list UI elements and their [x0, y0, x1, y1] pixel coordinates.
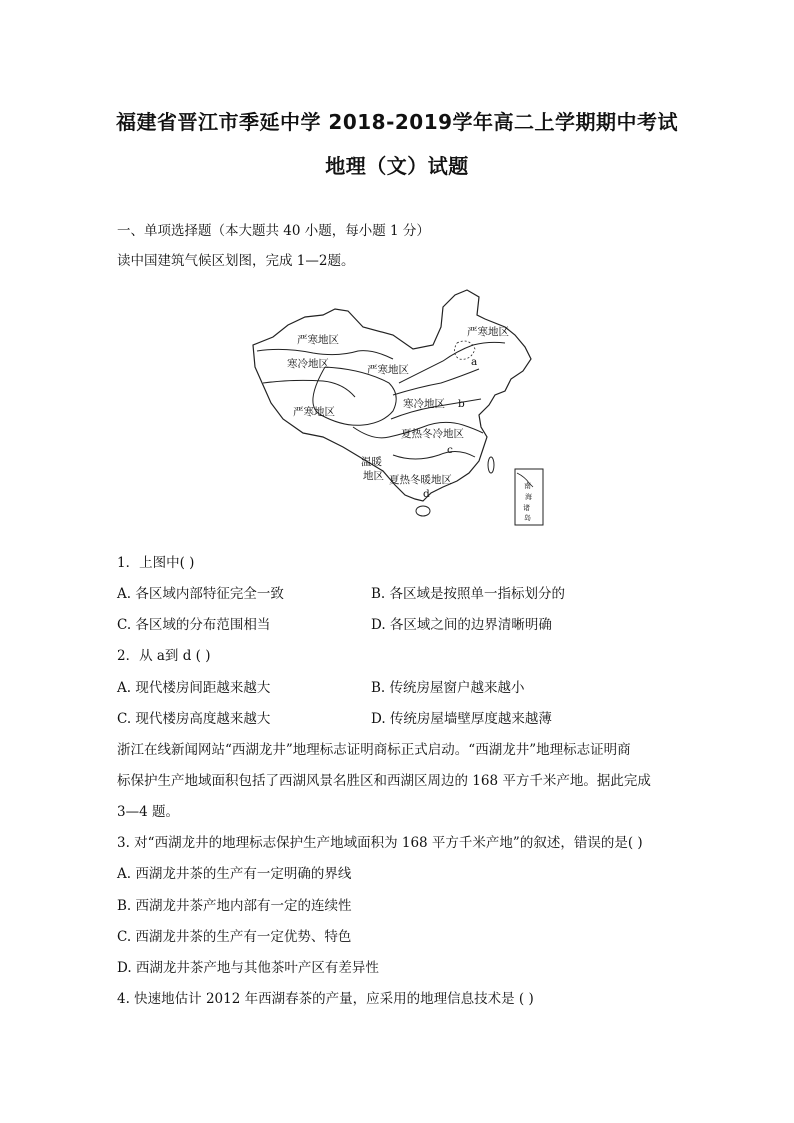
inset-char-4: 岛 [524, 514, 531, 522]
boundary-hot-summer-south [393, 451, 475, 459]
q1-option-a: A. 各区域内部特征完全一致 [117, 586, 284, 602]
passage-line-1: 浙江在线新闻网站“西湖龙井”地理标志证明商标正式启动。“西湖龙井”地理标志证明商 [117, 742, 631, 758]
section-heading: 一、单项选择题（本大题共 40 小题，每小题 1 分） [117, 223, 430, 239]
inset-char-1: 南 [524, 482, 531, 490]
map-label-mild-2: 地区 [363, 470, 384, 482]
q2-option-a: A. 现代楼房间距越来越大 [117, 680, 271, 696]
question-1-stem: 1．上图中( ) [117, 555, 195, 571]
q1-option-b: B. 各区域是按照单一指标划分的 [371, 586, 566, 602]
q3-option-a: A. 西湖龙井茶的生产有一定明确的界线 [117, 866, 352, 882]
question-intro-1-2: 读中国建筑气候区划图，完成 1—2题。 [117, 253, 355, 269]
map-label-cold-2: 寒冷地区 [403, 398, 445, 410]
inset-char-2: 海 [525, 493, 532, 501]
q3-option-b: B. 西湖龙井茶产地内部有一定的连续性 [117, 898, 352, 914]
taiwan-island [488, 457, 494, 473]
china-outline [253, 290, 531, 501]
map-label-mild-1: 温暖 [361, 456, 382, 468]
map-label-severe-cold-2: 严寒地区 [367, 364, 409, 376]
map-letter-b: b [458, 398, 465, 410]
map-label-hot-summer-warm-winter: 夏热冬暖地区 [389, 474, 452, 486]
hainan-island [416, 506, 430, 516]
map-label-severe-cold-3: 严寒地区 [467, 326, 509, 338]
inset-char-3: 诸 [523, 504, 530, 512]
map-letter-d: d [423, 488, 430, 500]
map-label-severe-cold-4: 严寒地区 [293, 406, 335, 418]
q1-option-d: D. 各区域之间的边界清晰明确 [371, 617, 552, 633]
q2-option-b: B. 传统房屋窗户越来越小 [371, 680, 525, 696]
map-graphic [243, 287, 547, 530]
document-title-line1: 福建省晋江市季延中学 2018-2019学年高二上学期期中考试 [115, 110, 679, 134]
question-4-stem: 4. 快速地估计 2012 年西湖春茶的产量，应采用的地理信息技术是 ( ) [117, 991, 534, 1007]
q3-option-d: D. 西湖龙井茶产地与其他茶叶产区有差异性 [117, 960, 379, 976]
boundary-xinjiang-south [263, 380, 355, 397]
map-label-severe-cold-1: 严寒地区 [297, 334, 339, 346]
passage-line-2: 标保护生产地域面积包括了西湖风景名胜区和西湖区周边的 168 平方千米产地。据此完成 [117, 773, 651, 789]
q3-option-c: C. 西湖龙井茶的生产有一定优势、特色 [117, 929, 352, 945]
q2-option-d: D. 传统房屋墙壁厚度越来越薄 [371, 711, 552, 727]
question-2-stem: 2．从 a到 d ( ) [117, 648, 211, 664]
question-3-stem: 3. 对“西湖龙井的地理标志保护生产地域面积为 168 平方千米产地”的叙述，错误的是( ) [117, 835, 643, 851]
passage-line-3: 3—4 题。 [117, 804, 179, 820]
q2-option-c: C. 现代楼房高度越来越大 [117, 711, 271, 727]
map-label-hot-summer-cold-winter: 夏热冬冷地区 [401, 428, 464, 440]
map-label-cold-1: 寒冷地区 [287, 358, 329, 370]
china-climate-zone-map [243, 287, 547, 530]
document-title-line2: 地理（文）试题 [325, 154, 469, 178]
q1-option-c: C. 各区域的分布范围相当 [117, 617, 271, 633]
map-letter-a: a [471, 356, 478, 368]
map-letter-c: c [447, 444, 453, 456]
